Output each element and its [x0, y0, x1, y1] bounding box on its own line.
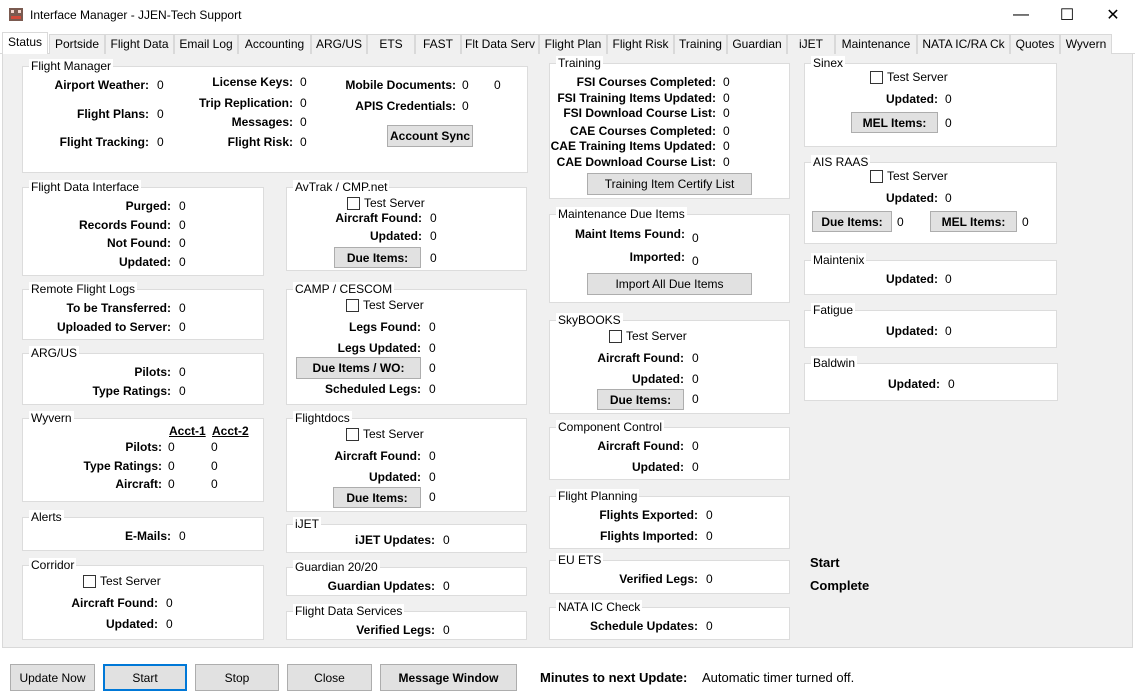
uploaded-to-server-value: 0 [179, 320, 186, 334]
emails-label: E-Mails: [124, 529, 171, 543]
tab-maintenance[interactable]: Maintenance [835, 34, 917, 54]
group-title: AvTrak / CMP.net [295, 180, 388, 194]
records-found-value: 0 [179, 218, 186, 232]
records-found-label: Records Found: [79, 218, 171, 232]
avtrak-due-items-button[interactable]: Due Items: [334, 247, 421, 268]
import-all-due-items-button[interactable]: Import All Due Items [587, 273, 752, 295]
tab-email-log[interactable]: Email Log [174, 34, 238, 54]
group-title: Baldwin [813, 356, 856, 370]
flights-imported-value: 0 [706, 529, 713, 543]
tab-portside[interactable]: Portside [49, 34, 105, 54]
maintenix-updated-value: 0 [945, 272, 952, 286]
ais-raas-updated-value: 0 [945, 191, 952, 205]
ijet-updates-value: 0 [443, 533, 450, 547]
avtrak-aircraft-found-value: 0 [430, 211, 437, 225]
wyvern-pilots-acct1: 0 [168, 440, 175, 454]
purged-label: Purged: [125, 199, 171, 213]
group-title: iJET [295, 517, 319, 531]
checkbox-label: Test Server [363, 298, 424, 312]
cae-training-items-label: CAE Training Items Updated: [550, 139, 716, 153]
checkbox-label: Test Server [887, 169, 948, 183]
tab-flight-risk[interactable]: Flight Risk [607, 34, 674, 54]
argus-type-ratings-value: 0 [179, 384, 186, 398]
fsi-training-items-value: 0 [723, 91, 730, 105]
stop-button[interactable]: Stop [195, 664, 279, 691]
tab-nata-ic-ra-ck[interactable]: NATA IC/RA Ck [917, 34, 1010, 54]
not-found-value: 0 [179, 236, 186, 250]
flightdocs-due-items-button[interactable]: Due Items: [333, 487, 421, 508]
corridor-aircraft-found-label: Aircraft Found: [71, 596, 158, 610]
eu-ets-verified-legs-label: Verified Legs: [619, 572, 698, 586]
apis-credentials-label: APIS Credentials: [355, 99, 456, 113]
wyvern-pilots-acct2: 0 [211, 440, 218, 454]
messages-value: 0 [300, 115, 307, 129]
emails-value: 0 [179, 529, 186, 543]
scheduled-legs-value: 0 [429, 382, 436, 396]
maximize-button[interactable] [1044, 0, 1090, 30]
fatigue-updated-label: Updated: [886, 324, 938, 338]
tab-flight-data[interactable]: Flight Data [105, 34, 174, 54]
checkbox-box[interactable] [870, 170, 883, 183]
cae-courses-completed-value: 0 [723, 124, 730, 138]
corridor-updated-label: Updated: [106, 617, 158, 631]
wyvern-type-ratings-acct2: 0 [211, 459, 218, 473]
group-title: Flight Data Services [295, 604, 403, 618]
cc-updated-value: 0 [692, 460, 699, 474]
ais-raas-due-items-value: 0 [897, 215, 904, 229]
group-title: NATA IC Check [558, 600, 641, 614]
scheduled-legs-label: Scheduled Legs: [324, 382, 421, 396]
group-title: Sinex [813, 56, 844, 70]
skybooks-aircraft-found-value: 0 [692, 351, 699, 365]
corridor-aircraft-found-value: 0 [166, 596, 173, 610]
eu-ets-verified-legs-value: 0 [706, 572, 713, 586]
tab-strip [0, 32, 1135, 54]
corridor-updated-value: 0 [166, 617, 173, 631]
maint-imported-label: Imported: [629, 250, 685, 264]
avtrak-aircraft-found-label: Aircraft Found: [335, 211, 422, 225]
group-title: SkyBOOKS [558, 313, 621, 327]
maximize-icon: ☐ [1059, 7, 1075, 24]
legs-found-label: Legs Found: [349, 320, 421, 334]
fdi-updated-label: Updated: [119, 255, 171, 269]
tab-flight-plan[interactable]: Flight Plan [539, 34, 607, 54]
argus-pilots-value: 0 [179, 365, 186, 379]
start-button[interactable]: Start [103, 664, 187, 691]
messages-label: Messages: [231, 115, 293, 129]
tab-argus[interactable]: ARG/US [311, 34, 367, 54]
close-button[interactable]: Close [287, 664, 372, 691]
license-keys-value: 0 [300, 75, 307, 89]
close-window-button[interactable] [1090, 0, 1135, 30]
cc-aircraft-found-value: 0 [692, 439, 699, 453]
ais-raas-due-items-button[interactable]: Due Items: [812, 211, 892, 232]
message-window-button[interactable]: Message Window [380, 664, 517, 691]
title-bar [0, 0, 1135, 30]
group-title: Wyvern [31, 411, 72, 425]
sinex-mel-items-value: 0 [945, 116, 952, 130]
mobile-documents-label: Mobile Documents: [345, 78, 456, 92]
fsi-download-label: FSI Download Course List: [563, 106, 716, 120]
ijet-updates-label: iJET Updates: [354, 533, 435, 547]
sinex-updated-label: Updated: [886, 92, 938, 106]
airport-weather-label: Airport Weather: [54, 78, 149, 92]
flightdocs-aircraft-found-value: 0 [429, 449, 436, 463]
checkbox-box[interactable] [83, 575, 96, 588]
flights-exported-value: 0 [706, 508, 713, 522]
flightdocs-updated-value: 0 [429, 470, 436, 484]
checkbox-box[interactable] [347, 197, 360, 210]
wyvern-type-ratings-label: Type Ratings: [83, 459, 162, 473]
minimize-button[interactable] [998, 0, 1044, 30]
cae-download-value: 0 [723, 155, 730, 169]
flight-tracking-value: 0 [157, 135, 164, 149]
tab-flt-data-serv[interactable]: Flt Data Serv [461, 34, 539, 54]
legs-updated-label: Legs Updated: [337, 341, 421, 355]
baldwin-updated-value: 0 [948, 377, 955, 391]
group-title: Flight Planning [558, 489, 638, 503]
trip-replication-label: Trip Replication: [198, 96, 293, 110]
checkbox-box[interactable] [870, 71, 883, 84]
tab-accounting[interactable]: Accounting [238, 34, 311, 54]
fsi-download-value: 0 [723, 106, 730, 120]
fsi-courses-completed-value: 0 [723, 75, 730, 89]
flight-plans-value: 0 [157, 107, 164, 121]
wyvern-aircraft-acct2: 0 [211, 477, 218, 491]
group-title: Fatigue [813, 303, 854, 317]
tab-guardian[interactable]: Guardian [727, 34, 787, 54]
tab-quotes[interactable]: Quotes [1010, 34, 1060, 54]
group-title: Training [558, 56, 601, 70]
not-found-label: Not Found: [107, 236, 171, 250]
maint-imported-value: 0 [692, 254, 699, 268]
ais-raas-test-server-checkbox[interactable] [870, 169, 948, 183]
due-items-wo-value: 0 [429, 361, 436, 375]
fds-verified-legs-value: 0 [443, 623, 450, 637]
close-icon: ✕ [1106, 7, 1120, 24]
avtrak-due-items-value: 0 [430, 251, 437, 265]
checkbox-box[interactable] [609, 330, 622, 343]
uploaded-to-server-label: Uploaded to Server: [56, 320, 171, 334]
wyvern-aircraft-label: Aircraft: [115, 477, 162, 491]
maintenix-updated-label: Updated: [886, 272, 938, 286]
update-now-button[interactable]: Update Now [10, 664, 95, 691]
wyvern-type-ratings-acct1: 0 [168, 459, 175, 473]
skybooks-due-items-value: 0 [692, 392, 699, 406]
tab-training[interactable]: Training [674, 34, 727, 54]
tab-status[interactable]: Status [2, 32, 48, 54]
wyvern-acct1-header: Acct-1 [169, 424, 206, 438]
cae-training-items-value: 0 [723, 139, 730, 153]
minimize-icon: — [1013, 6, 1029, 23]
schedule-updates-value: 0 [706, 619, 713, 633]
skybooks-due-items-button[interactable]: Due Items: [597, 389, 684, 410]
group-title: EU ETS [558, 553, 602, 567]
tab-ets[interactable]: ETS [367, 34, 415, 54]
baldwin-updated-label: Updated: [888, 377, 940, 391]
legs-found-value: 0 [429, 320, 436, 334]
maint-items-found-value: 0 [692, 231, 699, 245]
fds-verified-legs-label: Verified Legs: [356, 623, 435, 637]
wyvern-acct2-header: Acct-2 [212, 424, 249, 438]
fdi-updated-value: 0 [179, 255, 186, 269]
checkbox-label: Test Server [363, 427, 424, 441]
camp-test-server-checkbox[interactable] [346, 298, 424, 312]
fsi-training-items-label: FSI Training Items Updated: [557, 91, 716, 105]
avtrak-updated-label: Updated: [370, 229, 422, 243]
wyvern-aircraft-acct1: 0 [168, 477, 175, 491]
group-title: Component Control [558, 420, 663, 434]
flightdocs-aircraft-found-label: Aircraft Found: [334, 449, 421, 463]
checkbox-label: Test Server [626, 329, 687, 343]
maint-items-found-label: Maint Items Found: [575, 227, 685, 241]
group-title: Guardian 20/20 [295, 560, 378, 574]
minutes-next-update-label: Minutes to next Update: [540, 670, 688, 685]
flight-risk-value: 0 [300, 135, 307, 149]
airport-weather-value: 0 [157, 78, 164, 92]
legs-updated-value: 0 [429, 341, 436, 355]
checkbox-label: Test Server [364, 196, 425, 210]
flightdocs-due-items-value: 0 [429, 490, 436, 504]
group-title: Maintenix [813, 253, 865, 267]
sinex-mel-items-button[interactable]: MEL Items: [851, 112, 938, 133]
checkbox-box[interactable] [346, 428, 359, 441]
guardian-updates-value: 0 [443, 579, 450, 593]
tab-wyvern[interactable]: Wyvern [1060, 34, 1112, 54]
tab-ijet[interactable]: iJET [787, 34, 835, 54]
corridor-test-server-checkbox[interactable] [83, 574, 161, 588]
fsi-courses-completed-label: FSI Courses Completed: [576, 75, 716, 89]
skybooks-updated-label: Updated: [632, 372, 684, 386]
cc-updated-label: Updated: [632, 460, 684, 474]
mobile-documents-value-2: 0 [494, 78, 501, 92]
training-certify-list-button[interactable]: Training Item Certify List [587, 173, 752, 195]
account-sync-button[interactable]: Account Sync [387, 125, 473, 147]
avtrak-test-server-checkbox[interactable] [347, 196, 425, 210]
cae-courses-completed-label: CAE Courses Completed: [569, 124, 716, 138]
flights-exported-label: Flights Exported: [599, 508, 698, 522]
guardian-updates-label: Guardian Updates: [327, 579, 435, 593]
flights-imported-label: Flights Imported: [600, 529, 698, 543]
schedule-updates-label: Schedule Updates: [589, 619, 698, 633]
group-title: CAMP / CESCOM [295, 282, 393, 296]
app-icon [8, 7, 24, 22]
wyvern-pilots-label: Pilots: [125, 440, 162, 454]
checkbox-label: Test Server [887, 70, 948, 84]
cae-download-label: CAE Download Course List: [556, 155, 716, 169]
status-complete-text: Complete [810, 578, 870, 593]
group-title: Flightdocs [295, 411, 350, 425]
flight-plans-label: Flight Plans: [77, 107, 149, 121]
group-title: Flight Data Interface [31, 180, 140, 194]
ais-raas-updated-label: Updated: [886, 191, 938, 205]
flightdocs-updated-label: Updated: [369, 470, 421, 484]
flight-tracking-label: Flight Tracking: [59, 135, 149, 149]
argus-type-ratings-label: Type Ratings: [92, 384, 171, 398]
group-title: AIS RAAS [813, 155, 869, 169]
to-be-transferred-label: To be Transferred: [66, 301, 171, 315]
skybooks-updated-value: 0 [692, 372, 699, 386]
flight-risk-label: Flight Risk: [227, 135, 293, 149]
ais-raas-mel-items-button[interactable]: MEL Items: [930, 211, 1017, 232]
due-items-wo-button[interactable]: Due Items / WO: [296, 357, 421, 379]
group-title: Alerts [31, 510, 62, 524]
skybooks-aircraft-found-label: Aircraft Found: [597, 351, 684, 365]
group-title: Flight Manager [31, 59, 112, 73]
purged-value: 0 [179, 199, 186, 213]
checkbox-box[interactable] [346, 299, 359, 312]
trip-replication-value: 0 [300, 96, 307, 110]
window-title: Interface Manager - JJEN-Tech Support [30, 8, 242, 22]
skybooks-test-server-checkbox[interactable] [609, 329, 687, 343]
status-start-text: Start [810, 555, 840, 570]
flightdocs-test-server-checkbox[interactable] [346, 427, 424, 441]
group-title: Remote Flight Logs [31, 282, 136, 296]
group-title: Corridor [31, 558, 75, 572]
fatigue-updated-value: 0 [945, 324, 952, 338]
mobile-documents-value: 0 [462, 78, 469, 92]
avtrak-updated-value: 0 [430, 229, 437, 243]
sinex-test-server-checkbox[interactable] [870, 70, 948, 84]
apis-credentials-value: 0 [462, 99, 469, 113]
checkbox-label: Test Server [100, 574, 161, 588]
tab-fast[interactable]: FAST [415, 34, 461, 54]
license-keys-label: License Keys: [212, 75, 293, 89]
ais-raas-mel-items-value: 0 [1022, 215, 1029, 229]
argus-pilots-label: Pilots: [134, 365, 171, 379]
sinex-updated-value: 0 [945, 92, 952, 106]
to-be-transferred-value: 0 [179, 301, 186, 315]
timer-status-text: Automatic timer turned off. [702, 670, 855, 685]
group-title: ARG/US [31, 346, 78, 360]
group-title: Maintenance Due Items [558, 207, 685, 221]
cc-aircraft-found-label: Aircraft Found: [597, 439, 684, 453]
